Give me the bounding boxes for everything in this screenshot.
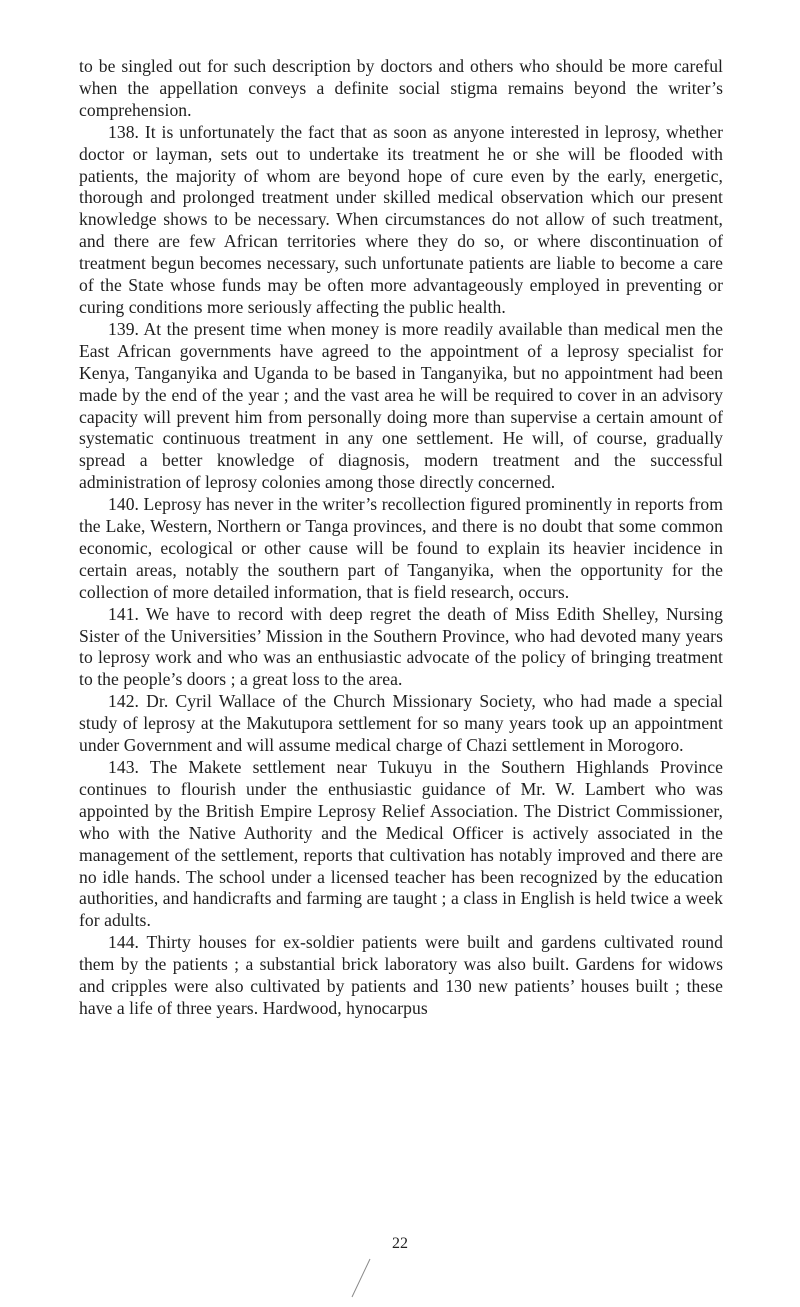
- scan-mark-icon: [348, 1255, 378, 1300]
- paragraph-141: 141. We have to record with deep regret the death of Miss Edith Shelley, Nursing Sister of the Universities’ Mission in the Southern Province, who had devoted many years to leprosy work and who was an enthusiastic advocate of the policy of bringing treatment to the people’s doors ; a great loss to the area.: [79, 603, 723, 690]
- paragraph-142: 142. Dr. Cyril Wallace of the Church Missionary Society, who had made a special study of leprosy at the Makutupora settlement for so many years took up an appointment under Government and will assume medical charge of Chazi settlement in Morogoro.: [79, 691, 723, 756]
- paragraph-continuation: to be singled out for such description by doctors and others who should be more careful when the appellation conveys a definite social stigma remains beyond the writer’s comprehension.: [79, 56, 723, 120]
- paragraph-139: 139. At the present time when money is more readily available than medical men the East African governments have agreed to the appointment of a leprosy specialist for Kenya, Tanganyika and Uganda to be based in Tanganyika, but no appointment had been made by the end of the year ; and the vast area he will be required to cover in an advisory capacity will prevent him from personally doing more than supervise a certain amount of systematic continuous treatment in any one settlement. He will, of course, gradually spread a better knowledge of diagnosis, modern treatment and the successful administration of leprosy colonies among those directly concerned.: [79, 318, 723, 493]
- paragraph-140: 140. Leprosy has never in the writer’s recollection figured prominently in reports from the Lake, Western, Northern or Tanga provinces, and there is no doubt that some common economic, ecological or other cause will be found to explain its heavier incidence in certain areas, notably the southern part of Tanganyika, when the opportunity for the collection of more detailed information, that is field research, occurs.: [79, 494, 723, 602]
- body-text: [79, 56, 723, 1020]
- paragraph-144: 144. Thirty houses for ex-soldier patients were built and gardens cultivated round them by the patients ; a substantial brick laboratory was also built. Gardens for widows and cripples were also cultivated by patients and 130 new patients’ houses built ; these have a life of three years. Hardwood, hynocarpus: [79, 932, 723, 1018]
- page-number: 22: [392, 1235, 408, 1252]
- paragraph-138: 138. It is unfortunately the fact that as soon as anyone interested in leprosy, whether doctor or layman, sets out to undertake its treatment he or she will be flooded with patients, the majority of whom are beyond hope of cure even by the early, energetic, thorough and prolonged treatment under skilled medical observation which our present knowledge shows to be necessary. When circumstances do not allow of such treatment, and there are few African territories where they do so, or where discontinuation of treatment begun becomes necessary, such unfortunate patients are liable to become a care of the State whose funds may be often more advantageously employed in preventing or curing conditions more seriously affecting the public health.: [79, 121, 723, 317]
- paragraph-143: 143. The Makete settlement near Tukuyu in the Southern Highlands Province continues to flourish under the enthusiastic guidance of Mr. W. Lambert who was appointed by the British Empire Leprosy Relief Association. The District Commissioner, who with the Native Authority and the Medical Officer is actively associated in the management of the settlement, reports that cultivation has notably improved and there are no idle hands. The school under a licensed teacher has been recognized by the education authorities, and handicrafts and farming are taught ; a class in English is held twice a week for adults.: [79, 757, 723, 931]
